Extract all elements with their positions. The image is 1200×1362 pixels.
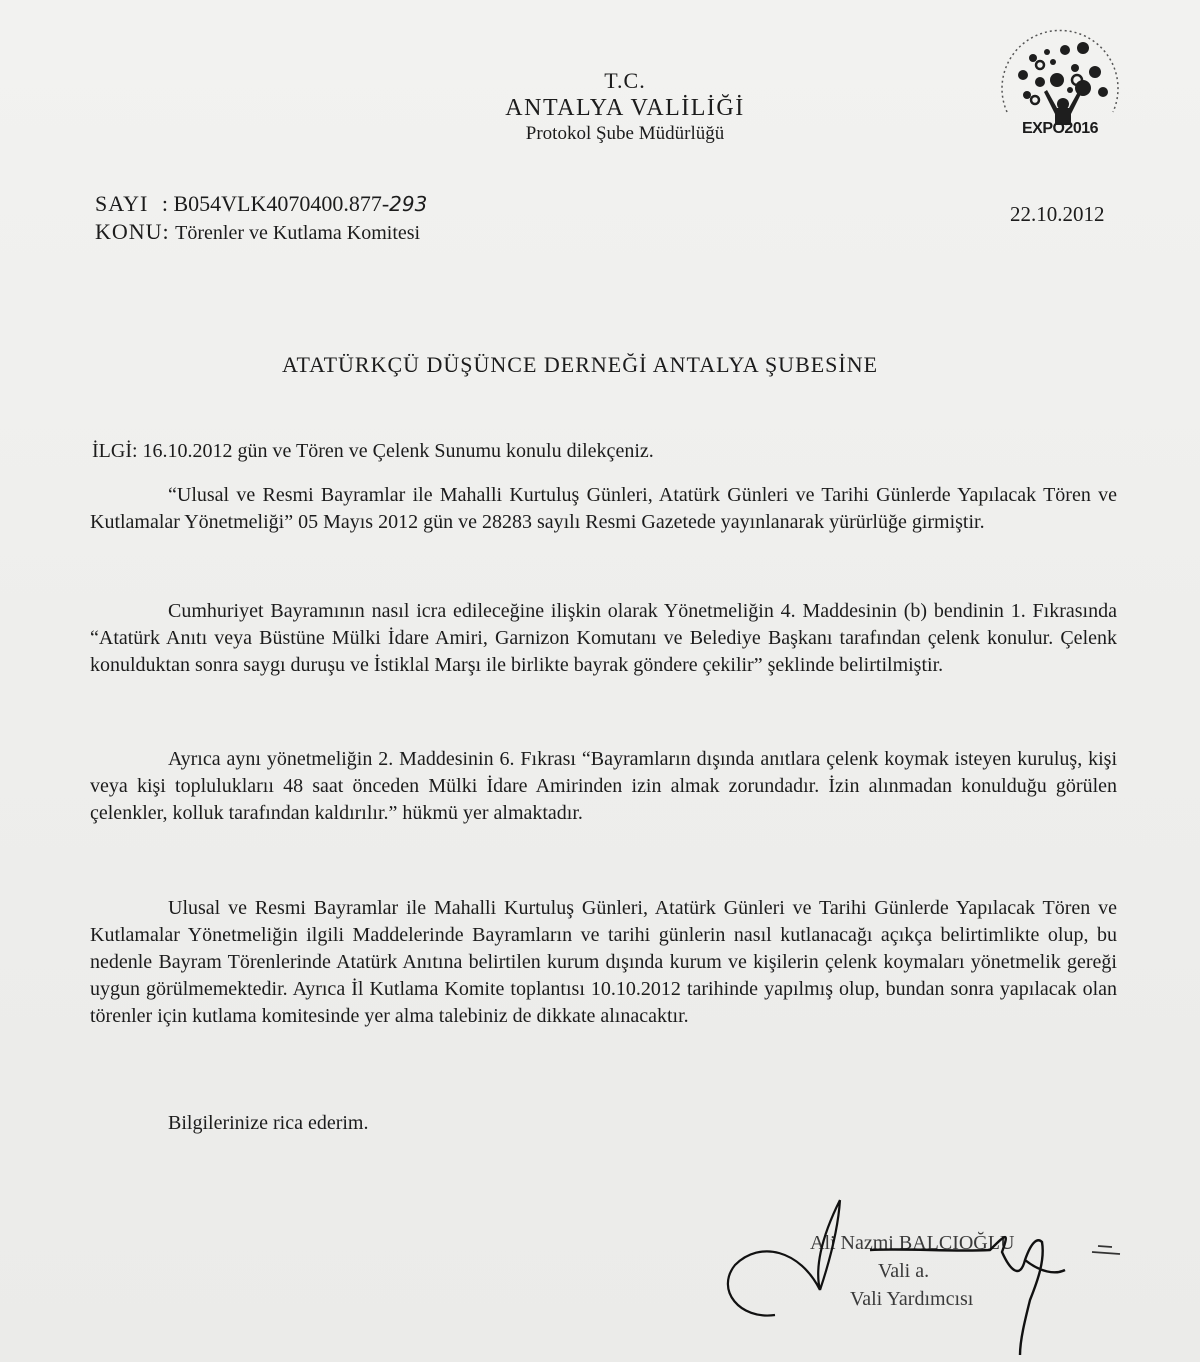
expo-2016-tree-logo-icon — [985, 20, 1135, 125]
body-paragraph: Ayrıca aynı yönetmeliğin 2. Maddesinin 6. Fıkrası “Bayramların dışında anıtlara çelenk koymak isteyen kuruluş, kişi veya kişi topluluklarıı 48 saat önceden Mülki İdare Amirinden izin almak zorundadır. İzin alınmadan konulduğu görülen çelenkler, kolluk tarafından kaldırılır.” hükmü yer almaktadır. — [90, 748, 1117, 824]
letterhead-country: T.C. — [604, 68, 646, 93]
reference-ilgi: İLGİ: 16.10.2012 gün ve Tören ve Çelenk Sunumu konulu dilekçeniz. — [92, 440, 654, 462]
konu-label: KONU: — [95, 219, 170, 244]
reference-block — [95, 190, 427, 247]
signatory-title-1: Vali a. — [878, 1260, 930, 1282]
signature-block — [720, 1220, 1120, 1350]
signatory-name: Ali Nazmi BALCIOĞLU — [810, 1232, 1015, 1254]
closing-line: Bilgilerinize rica ederim. — [168, 1112, 369, 1134]
letterhead-department: Protokol Şube Müdürlüğü — [525, 123, 725, 144]
sayi-handwritten-number: 293 — [389, 192, 428, 216]
body-paragraph: Ulusal ve Resmi Bayramlar ile Mahalli Kurtuluş Günleri, Atatürk Günleri ve Tarihi Günlerde Yapılacak Tören ve Kutlamalar Yönetmeliğin ilgili Maddelerinde Bayramların ve tarihi günlerin nasıl kutlanacağı açıkça belirtimlikte olup, bu nedenle Bayram Törenlerinde Atatürk Anıtına belirtilen kurum dışında kurum ve kişilerin çelenk koymaları yönetmelik gereği uygun görülmemektedir. Ayrıca İl Kutlama Komite toplantısı 10.10.2012 tarihinde yapılmış olup, bundan sonra yapılacak olan törenler için kutlama komitesinde yer alma talebiniz de dikkate alınacaktır. — [90, 897, 1117, 1027]
signatory-title-2: Vali Yardımcısı — [850, 1288, 974, 1310]
body-paragraph: “Ulusal ve Resmi Bayramlar ile Mahalli Kurtuluş Günleri, Atatürk Günleri ve Tarihi Günlerde Yapılacak Tören ve Kutlamalar Yönetmeliği” 05 Mayıs 2012 gün ve 28283 sayılı Resmi Gazetede yayınlanarak yürürlüğe girmiştir. — [90, 484, 1117, 533]
konu-row — [95, 218, 427, 247]
sayi-row — [95, 190, 427, 218]
document-date: 22.10.2012 — [1010, 202, 1105, 226]
letterhead — [400, 68, 850, 146]
handwritten-signature-icon — [720, 1180, 1140, 1360]
expo-2016-logo — [985, 20, 1135, 160]
recipient-line: ATATÜRKÇÜ DÜŞÜNCE DERNEĞİ ANTALYA ŞUBESİNE — [282, 352, 879, 377]
sayi-label: SAYI — [95, 191, 149, 216]
letterhead-governorship: ANTALYA VALİLİĞİ — [505, 95, 745, 121]
sayi-value: : B054VLK4070400.877- — [161, 191, 390, 216]
body-paragraph: Cumhuriyet Bayramının nasıl icra edileceğine ilişkin olarak Yönetmeliğin 4. Maddesinin (b) bendinin 1. Fıkrasında “Atatürk Anıtı veya Büstüne Mülki İdare Amiri, Garnizon Komutanı ve Belediye Başkanı tarafından çelenk konulur. Çelenk konulduktan sonra saygı duruşu ve İstiklal Marşı ile birlikte bayrak göndere çekilir” şeklinde belirtilmiştir. — [90, 600, 1117, 676]
expo-2016-label: EXPO2016 — [1021, 120, 1099, 137]
konu-value: Törenler ve Kutlama Komitesi — [175, 222, 421, 244]
